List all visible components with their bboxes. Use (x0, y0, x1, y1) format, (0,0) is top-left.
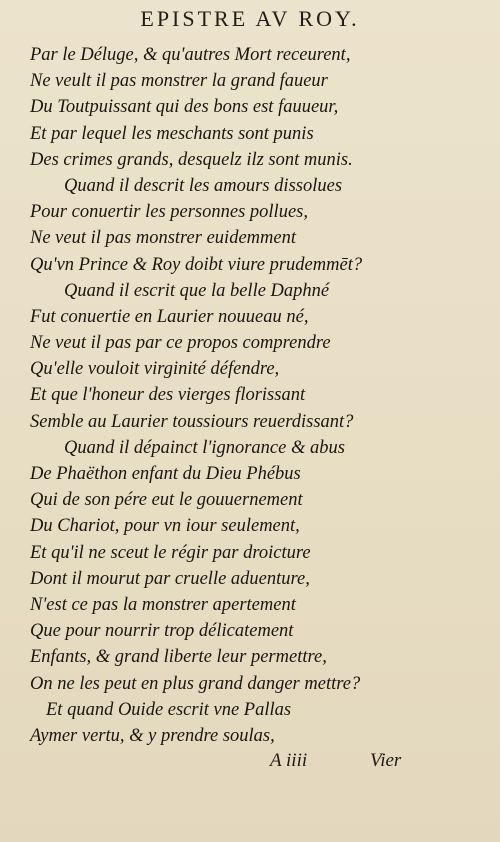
verse-line: Et que l'honeur des vierges florissant (30, 385, 306, 406)
verse-line: Qu'elle vouloit virginité défendre, (30, 359, 280, 380)
verse-line: Ne veut il pas monstrer euidemment (30, 228, 296, 249)
verse-line: Aymer vertu, & y prendre soulas, (30, 725, 275, 746)
verse-line: Du Chariot, pour vn iour seulement, (30, 516, 300, 537)
verse-line: Pour conuertir les personnes pollues, (30, 202, 308, 223)
catchword: Vier (370, 750, 402, 771)
verse-line: Que pour nourrir trop délicatement (30, 621, 294, 642)
verse-line: Des crimes grands, desquelz ilz sont munis. (30, 149, 353, 170)
verse-line: Qui de son pére eut le gouuernement (30, 490, 303, 511)
verse-line: Ne veult il pas monstrer la grand faueur (30, 71, 328, 92)
verse-line: On ne les peut en plus grand danger mettre? (30, 673, 361, 694)
verse-line: Semble au Laurier toussiours reuerdissant? (30, 411, 354, 432)
verse-line: Ne veut il pas par ce propos comprendre (30, 333, 331, 354)
verse-line: Fut conuertie en Laurier nouueau né, (30, 306, 309, 327)
verse-line: De Phaëthon enfant du Dieu Phébus (30, 464, 301, 484)
verse-line: Du Toutpuissant qui des bons est fauueur, (30, 97, 339, 118)
running-head: EPISTRE AV ROY. (140, 6, 360, 31)
verse-block (30, 42, 470, 749)
signature-mark: A iiii (270, 750, 308, 771)
verse-line: Et quand Ouide escrit vne Pallas (46, 699, 292, 720)
verse-line: Dont il mourut par cruelle aduenture, (30, 568, 310, 589)
verse-line: Quand il descrit les amours dissolues (64, 175, 343, 196)
verse-line: Enfants, & grand liberte leur permettre, (30, 647, 327, 668)
verse-line: Et par lequel les meschants sont punis (30, 123, 314, 144)
verse-line: Par le Déluge, & qu'autres Mort receurent, (30, 45, 351, 65)
signature-line (270, 750, 430, 772)
verse-line: Et qu'il ne sceut le régir par droicture (30, 542, 311, 563)
verse-line: Quand il dépainct l'ignorance & abus (64, 437, 345, 458)
verse-line: N'est ce pas la monstrer apertement (30, 594, 296, 615)
verse-line: Quand il escrit que la belle Daphné (64, 280, 330, 301)
verse-line: Qu'vn Prince & Roy doibt viure prudemmēt? (30, 254, 363, 275)
